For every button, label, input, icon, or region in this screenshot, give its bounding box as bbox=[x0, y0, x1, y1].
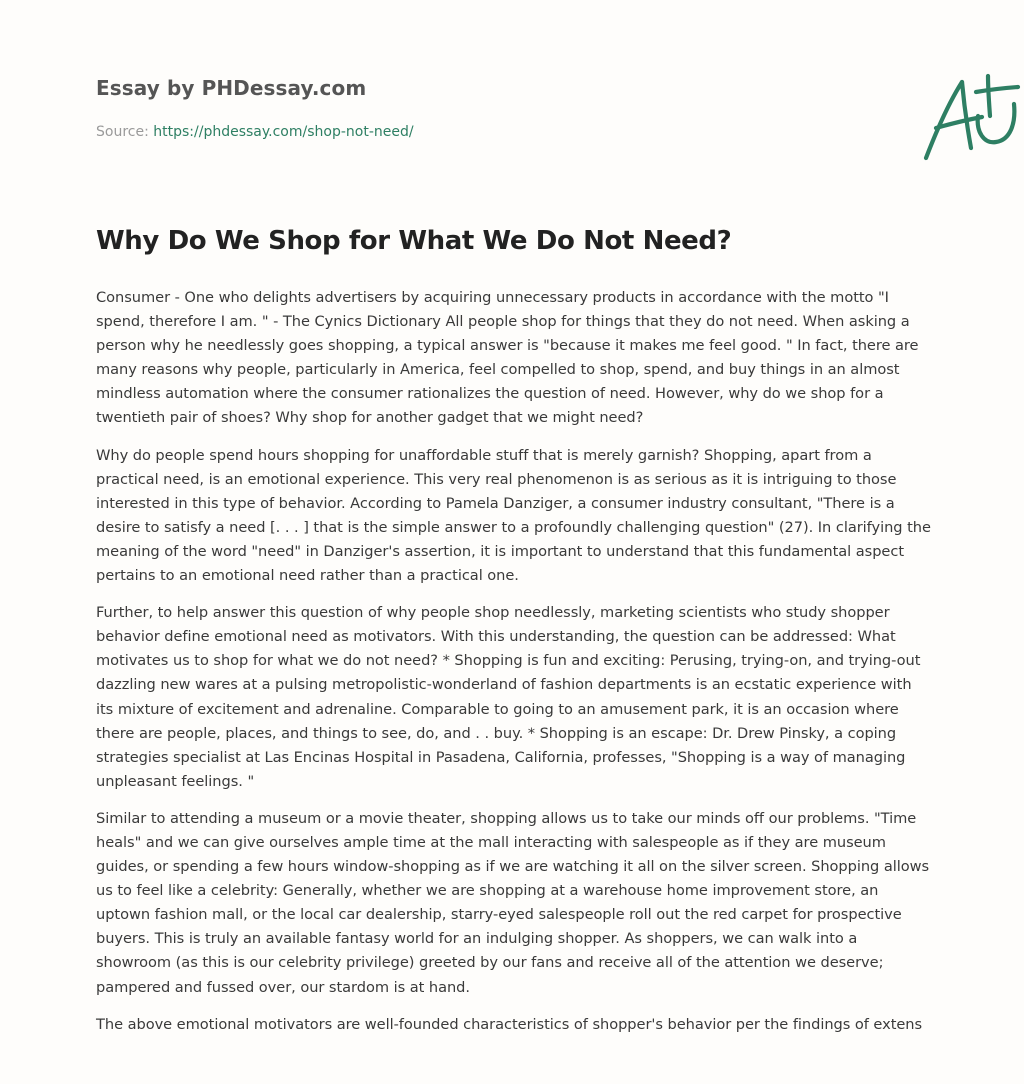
source-line bbox=[96, 124, 414, 140]
a-plus-logo-icon bbox=[922, 70, 1022, 162]
source-link[interactable]: https://phdessay.com/shop-not-need/ bbox=[153, 124, 414, 140]
essay-body bbox=[96, 286, 932, 1050]
essay-paragraph: Further, to help answer this question of why people shop needlessly, marketing scientists who study shopper behavior define emotional need as motivators. With this understanding, the question can be addressed: What motivates us to shop for what we do not need? * Shopping is fun and exciting: Perusing, trying-on, and trying-out dazzling new wares at a pulsing metropolistic-wonderland of fashion departments is an ecstatic experience with its mixture of excitement and adrenaline. Comparable to going to an amusement park, it is an occasion where there are people, places, and things to see, do, and . . buy. * Shopping is an escape: Dr. Drew Pinsky, a coping strategies specialist at Las Encinas Hospital in Pasadena, California, professes, "Shopping is a way of managing unpleasant feelings. " bbox=[96, 604, 921, 790]
site-brand: Essay by PHDessay.com bbox=[96, 76, 367, 100]
essay-paragraph: Similar to attending a museum or a movie theater, shopping allows us to take our minds off our problems. "Time heals" and we can give ourselves ample time at the mall interacting with salespeople as if they are museum guides, or spending a few hours window-shopping as if we are watching it all on the silver screen. Shopping allows us to feel like a celebrity: Generally, whether we are shopping at a warehouse home improvement store, an uptown fashion mall, or the local car dealership, starry-eyed salespeople roll out the red carpet for prospective buyers. This is truly an available fantasy world for an indulging shopper. As shoppers, we can walk into a showroom (as this is our celebrity privilege) greeted by our fans and receive all of the attention we deserve; pampered and fussed over, our stardom is at hand. bbox=[96, 809, 930, 996]
essay-paragraph: The above emotional motivators are well-founded characteristics of shopper's behavior per the findings of extens bbox=[96, 1015, 923, 1033]
essay-title: Why Do We Shop for What We Do Not Need? bbox=[96, 226, 732, 256]
source-label: Source: bbox=[96, 124, 154, 140]
essay-paragraph: Why do people spend hours shopping for unaffordable stuff that is merely garnish? Shopping, apart from a practical need, is an emotional experience. This very real phenomenon is as serious as it is intriguing to those interested in this type of behavior. According to Pamela Danziger, a consumer industry consultant, "There is a desire to satisfy a need [. . . ] that is the simple answer to a profoundly challenging question" (27). In clarifying the meaning of the word "need" in Danziger's assertion, it is important to understand that this fundamental aspect pertains to an emotional need rather than a practical one. bbox=[96, 446, 931, 585]
essay-paragraph: Consumer - One who delights advertisers by acquiring unnecessary products in accordance with the motto "I spend, therefore I am. " - The Cynics Dictionary All people shop for things that they do not need. When asking a person why he needlessly goes shopping, a typical answer is "because it makes me feel good. " In fact, there are many reasons why people, particularly in America, feel compelled to shop, spend, and buy things in an almost mindless automation where the consumer rationalizes the question of need. However, why do we shop for a twentieth pair of shoes? Why shop for another gadget that we might need? bbox=[96, 289, 919, 427]
